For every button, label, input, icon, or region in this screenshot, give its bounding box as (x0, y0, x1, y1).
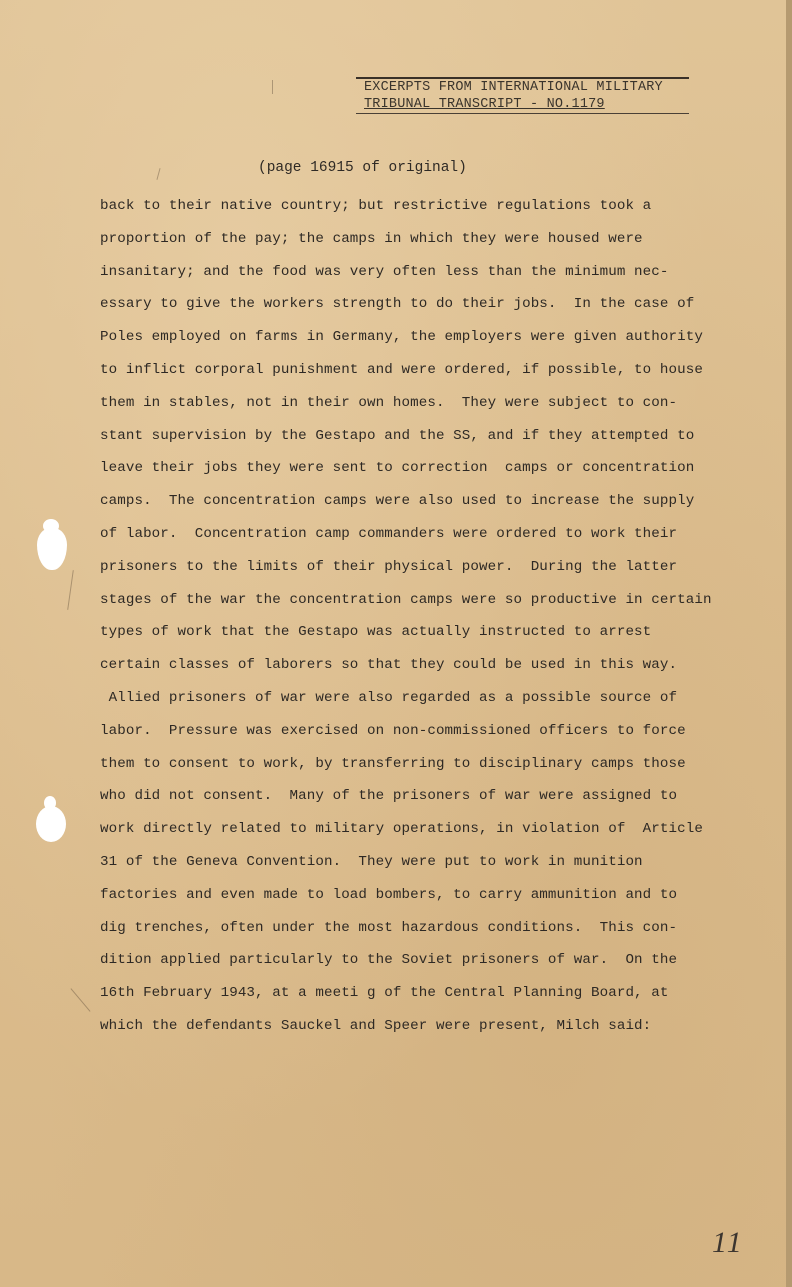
body-line: prisoners to the limits of their physical power. During the latter (100, 558, 678, 575)
body-line: Allied prisoners of war were also regarded as a possible source of (100, 689, 678, 706)
body-line: essary to give the workers strength to do their jobs. In the case of (100, 296, 695, 313)
body-line: who did not consent. Many of the prisoners of war were assigned to (100, 788, 678, 805)
body-line: 31 of the Geneva Convention. They were put to work in munition (100, 853, 643, 870)
body-line: Poles employed on farms in Germany, the employers were given authority (100, 329, 703, 346)
body-line: back to their native country; but restrictive regulations took a (100, 198, 652, 214)
paper-mark (272, 80, 273, 94)
body-line: work directly related to military operations, in violation of Article (100, 821, 703, 838)
page-reference: (page 16915 of original) (258, 160, 467, 176)
body-line: camps. The concentration camps were also used to increase the supply (100, 493, 695, 510)
body-line: proportion of the pay; the camps in which they were housed were (100, 230, 643, 247)
body-line: of labor. Concentration camp commanders were ordered to work their (100, 525, 678, 542)
body-line: dig trenches, often under the most hazardous conditions. This con- (100, 919, 678, 936)
body-line: leave their jobs they were sent to correction camps or concentration (100, 460, 695, 477)
paper-mark (156, 168, 160, 180)
header-line-2: TRIBUNAL TRANSCRIPT - NO.1179 (364, 97, 605, 112)
body-line: factories and even made to load bombers, to carry ammunition and to (100, 886, 678, 903)
body-line: types of work that the Gestapo was actually instructed to arrest (100, 624, 652, 641)
paper-mark (67, 570, 74, 610)
punch-hole-lower (36, 806, 66, 842)
header-bottom-rule (356, 113, 689, 114)
body-line: certain classes of laborers so that they could be used in this way. (100, 657, 678, 674)
body-line: to inflict corporal punishment and were ordered, if possible, to house (100, 361, 703, 378)
body-line: labor. Pressure was exercised on non-commissioned officers to force (100, 722, 686, 739)
header-line-1: EXCERPTS FROM INTERNATIONAL MILITARY (364, 80, 663, 95)
page-edge (786, 0, 792, 1287)
document-header (356, 77, 689, 114)
body-line: them to consent to work, by transferring to disciplinary camps those (100, 755, 686, 772)
page-number: 11 (712, 1226, 744, 1259)
paper-mark (70, 988, 90, 1012)
punch-hole-upper (37, 528, 67, 570)
body-line: insanitary; and the food was very often less than the minimum nec- (100, 263, 669, 280)
body-line: 16th February 1943, at a meeti g of the Central Planning Board, at (100, 985, 669, 1002)
body-text (100, 193, 712, 1046)
body-line: them in stables, not in their own homes. They were subject to con- (100, 394, 678, 411)
body-line: which the defendants Sauckel and Speer were present, Milch said: (100, 1017, 652, 1034)
body-line: stant supervision by the Gestapo and the SS, and if they attempted to (100, 427, 695, 444)
body-line: stages of the war the concentration camps were so productive in certain (100, 591, 712, 608)
body-line: dition applied particularly to the Soviet prisoners of war. On the (100, 952, 678, 969)
